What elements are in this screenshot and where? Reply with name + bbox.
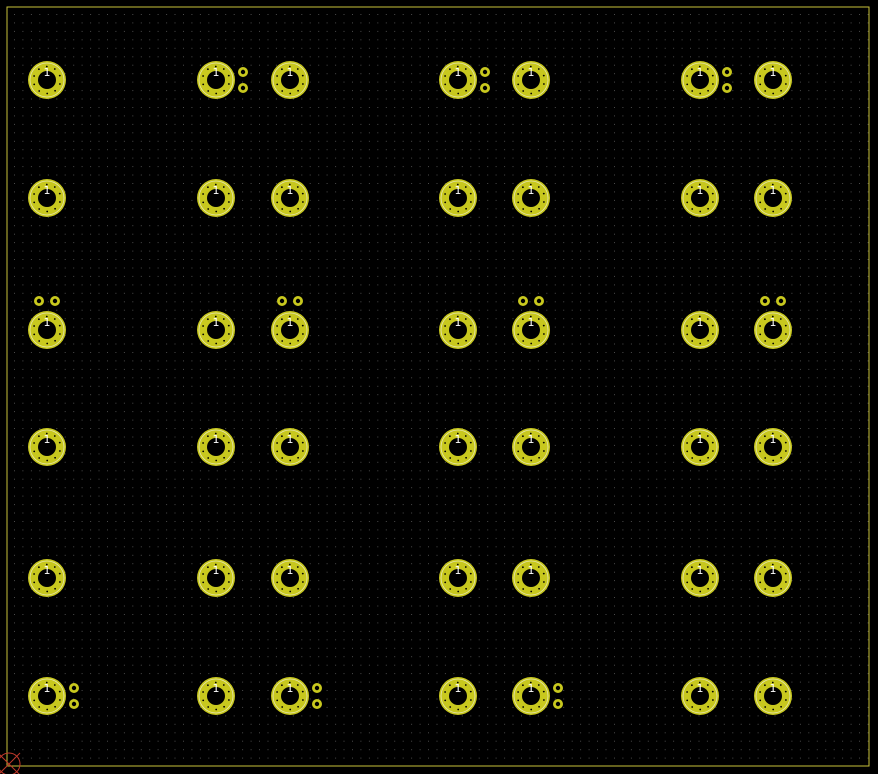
pad-label: 1 [769,682,777,695]
pad-label: 1 [43,682,51,695]
pad-label: 1 [769,564,777,577]
pad-label: 1 [212,316,220,329]
pad-r2c7[interactable] [754,179,792,217]
pad-label: 1 [527,66,535,79]
pad-label: 1 [43,66,51,79]
pad-r5c4[interactable] [439,559,477,597]
pad-label: 1 [527,316,535,329]
pad-label: 1 [212,184,220,197]
pad-label: 1 [454,433,462,446]
pad-label: 1 [43,316,51,329]
pad-label: 1 [696,433,704,446]
pad-label: 1 [454,184,462,197]
pad-r3c6[interactable] [681,311,719,349]
pad-label: 1 [43,433,51,446]
pad-r4c5[interactable] [512,428,550,466]
pad-label: 1 [769,433,777,446]
pad-label: 1 [769,66,777,79]
pad-label: 1 [286,316,294,329]
pad-label: 1 [769,184,777,197]
pad-label: 1 [696,564,704,577]
pad-label: 1 [286,682,294,695]
pad-r3c4[interactable] [439,311,477,349]
pad-label: 1 [286,184,294,197]
pad-r5c6[interactable] [681,559,719,597]
pad-r1c7[interactable] [754,61,792,99]
pad-r4c3[interactable] [271,428,309,466]
pad-r4c1[interactable] [28,428,66,466]
pad-label: 1 [696,184,704,197]
pad-label: 1 [769,316,777,329]
pad-label: 1 [527,682,535,695]
pad-label: 1 [212,433,220,446]
pad-r2c2[interactable] [197,179,235,217]
pad-label: 1 [43,564,51,577]
pad-r4c7[interactable] [754,428,792,466]
pad-r3c2[interactable] [197,311,235,349]
pad-r5c5[interactable] [512,559,550,597]
pad-r4c6[interactable] [681,428,719,466]
pad-label: 1 [527,184,535,197]
pad-label: 1 [212,66,220,79]
pad-r2c1[interactable] [28,179,66,217]
pad-label: 1 [454,316,462,329]
pad-r6c4[interactable] [439,677,477,715]
pad-r2c3[interactable] [271,179,309,217]
pad-label: 1 [212,682,220,695]
pad-r6c6[interactable] [681,677,719,715]
pad-label: 1 [696,66,704,79]
pad-r6c2[interactable] [197,677,235,715]
pad-label: 1 [527,564,535,577]
pad-r2c6[interactable] [681,179,719,217]
pad-r5c7[interactable] [754,559,792,597]
pad-label: 1 [454,564,462,577]
pad-label: 1 [527,433,535,446]
pad-r5c1[interactable] [28,559,66,597]
pad-label: 1 [286,433,294,446]
pad-label: 1 [286,66,294,79]
pad-r4c2[interactable] [197,428,235,466]
pad-label: 1 [43,184,51,197]
pad-label: 1 [696,682,704,695]
pad-r5c2[interactable] [197,559,235,597]
pad-r1c5[interactable] [512,61,550,99]
pad-label: 1 [212,564,220,577]
pad-r5c3[interactable] [271,559,309,597]
pad-r1c3[interactable] [271,61,309,99]
pad-r4c4[interactable] [439,428,477,466]
pad-r2c4[interactable] [439,179,477,217]
pad-label: 1 [454,682,462,695]
pad-r2c5[interactable] [512,179,550,217]
pad-label: 1 [454,66,462,79]
pad-label: 1 [696,316,704,329]
pad-r1c1[interactable] [28,61,66,99]
pad-label: 1 [286,564,294,577]
pad-r6c7[interactable] [754,677,792,715]
